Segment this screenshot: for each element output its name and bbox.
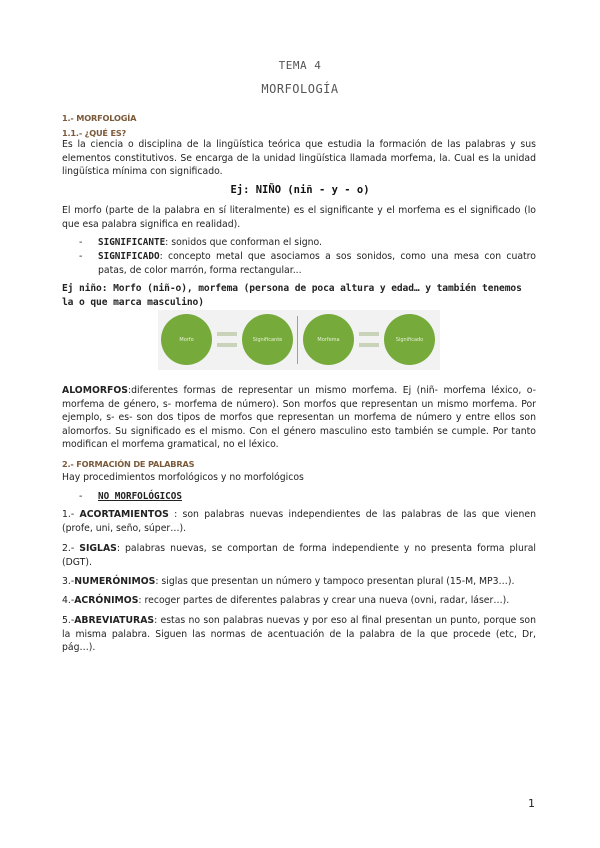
- diagram-circle-significante: Significante: [242, 314, 293, 365]
- list-item-significado: - SIGNIFICADO: concepto metal que asociamos a sos sonidos, como una mesa con cuatro patas, de color marrón, forma rectangular...: [79, 251, 536, 276]
- definition-paragraph: Es la ciencia o disciplina de la lingüística teórica que estudia la formación de las palabras y sus elementos constitutivos. Se encarga de la unidad lingüística llamada morfema, la. Cual es la unidad lingüística mínima con significado.: [62, 139, 536, 177]
- item-siglas: 2.- SIGLAS: palabras nuevas, se comportan de forma independiente y no presenta forma plural (DGT).: [62, 543, 536, 568]
- diagram-equals-bar: [359, 343, 379, 347]
- diagram-equals-bar: [217, 343, 237, 347]
- item-acortamientos: 1.- ACORTAMIENTOS : son palabras nuevas independientes de las palabras de las que vienen (profe, uni, seño, súper…).: [62, 509, 536, 534]
- item-acronimos: 4.-ACRÓNIMOS: recoger partes de diferentes palabras y crear una nueva (ovni, radar, láser…).: [62, 595, 510, 606]
- formacion-intro: Hay procedimientos morfológicos y no morfológicos: [62, 472, 304, 483]
- section-heading-formacion: 2.- FORMACIÓN DE PALABRAS: [62, 459, 195, 469]
- diagram-separator: [297, 316, 298, 364]
- item-numeronimos: 3.-NUMERÓNIMOS: siglas que presentan un número y tampoco presentan plural (15-M, MP3…).: [62, 576, 515, 587]
- term-abreviaturas: ABREVIATURAS: [74, 615, 155, 626]
- example-morfo-morfema: Ej niño: Morfo (niñ-o), morfema (persona de poca altura y edad… y también tenemos la o que marca masculino): [62, 283, 522, 308]
- diagram-equals-bar: [217, 332, 237, 336]
- diagram-circle-significado: Significado: [384, 314, 435, 365]
- term-alomorfos: ALOMORFOS: [62, 385, 128, 396]
- section-heading-morfologia: 1.- MORFOLOGÍA: [62, 113, 137, 123]
- term-acortamientos: ACORTAMIENTOS: [79, 509, 169, 520]
- alomorfos-paragraph: ALOMORFOS:diferentes formas de representar un mismo morfema. Ej (niñ- morfema léxico, o- morfema de género, s- morfema de número). Son morfos que representan un mismo morfema. Por ejemplo, s- es- son dos tipos de morfos que representan un morfema de número y entre ellos son alomorfos. Su significado es el mismo. Con el género masculino esto también se cumple. Por tanto modifican el morfema gramatical, no el léxico.: [62, 385, 536, 450]
- subheading-no-morfologicos: - NO MORFOLÓGICOS: [79, 491, 182, 502]
- term-significado: SIGNIFICADO: [98, 251, 160, 262]
- term-numeronimos: NUMERÓNIMOS: [74, 576, 156, 587]
- document-title-line2: MORFOLOGÍA: [261, 82, 339, 96]
- document-title-line1: TEMA 4: [278, 59, 322, 72]
- term-acronimos: ACRÓNIMOS: [74, 595, 139, 606]
- diagram-circle-morfo: Morfo: [161, 314, 212, 365]
- example-nino-centered: Ej: NIÑO (niñ - y - o): [230, 184, 370, 196]
- morpheme-diagram: [158, 310, 440, 370]
- term-significante: SIGNIFICANTE: [98, 237, 166, 248]
- term-siglas: SIGLAS: [79, 543, 117, 554]
- diagram-circle-morfema: Morfema: [303, 314, 354, 365]
- page-number: 1: [528, 797, 535, 810]
- morfo-paragraph: El morfo (parte de la palabra en sí literalmente) es el significante y el morfema es el significado (lo que esa palabra significa en realidad).: [62, 205, 536, 230]
- item-abreviaturas: 5.-ABREVIATURAS: estas no son palabras nuevas y por eso al final presentan un punto, porque son la misma palabra. Siguen las normas de acentuación de la palabra de la que procede (etc, Dr, pág…).: [62, 615, 536, 653]
- subheading-que-es: 1.1.- ¿QUÉ ES?: [62, 128, 127, 138]
- list-item-significante: - SIGNIFICANTE: sonidos que conforman el signo.: [79, 237, 322, 248]
- diagram-equals-bar: [359, 332, 379, 336]
